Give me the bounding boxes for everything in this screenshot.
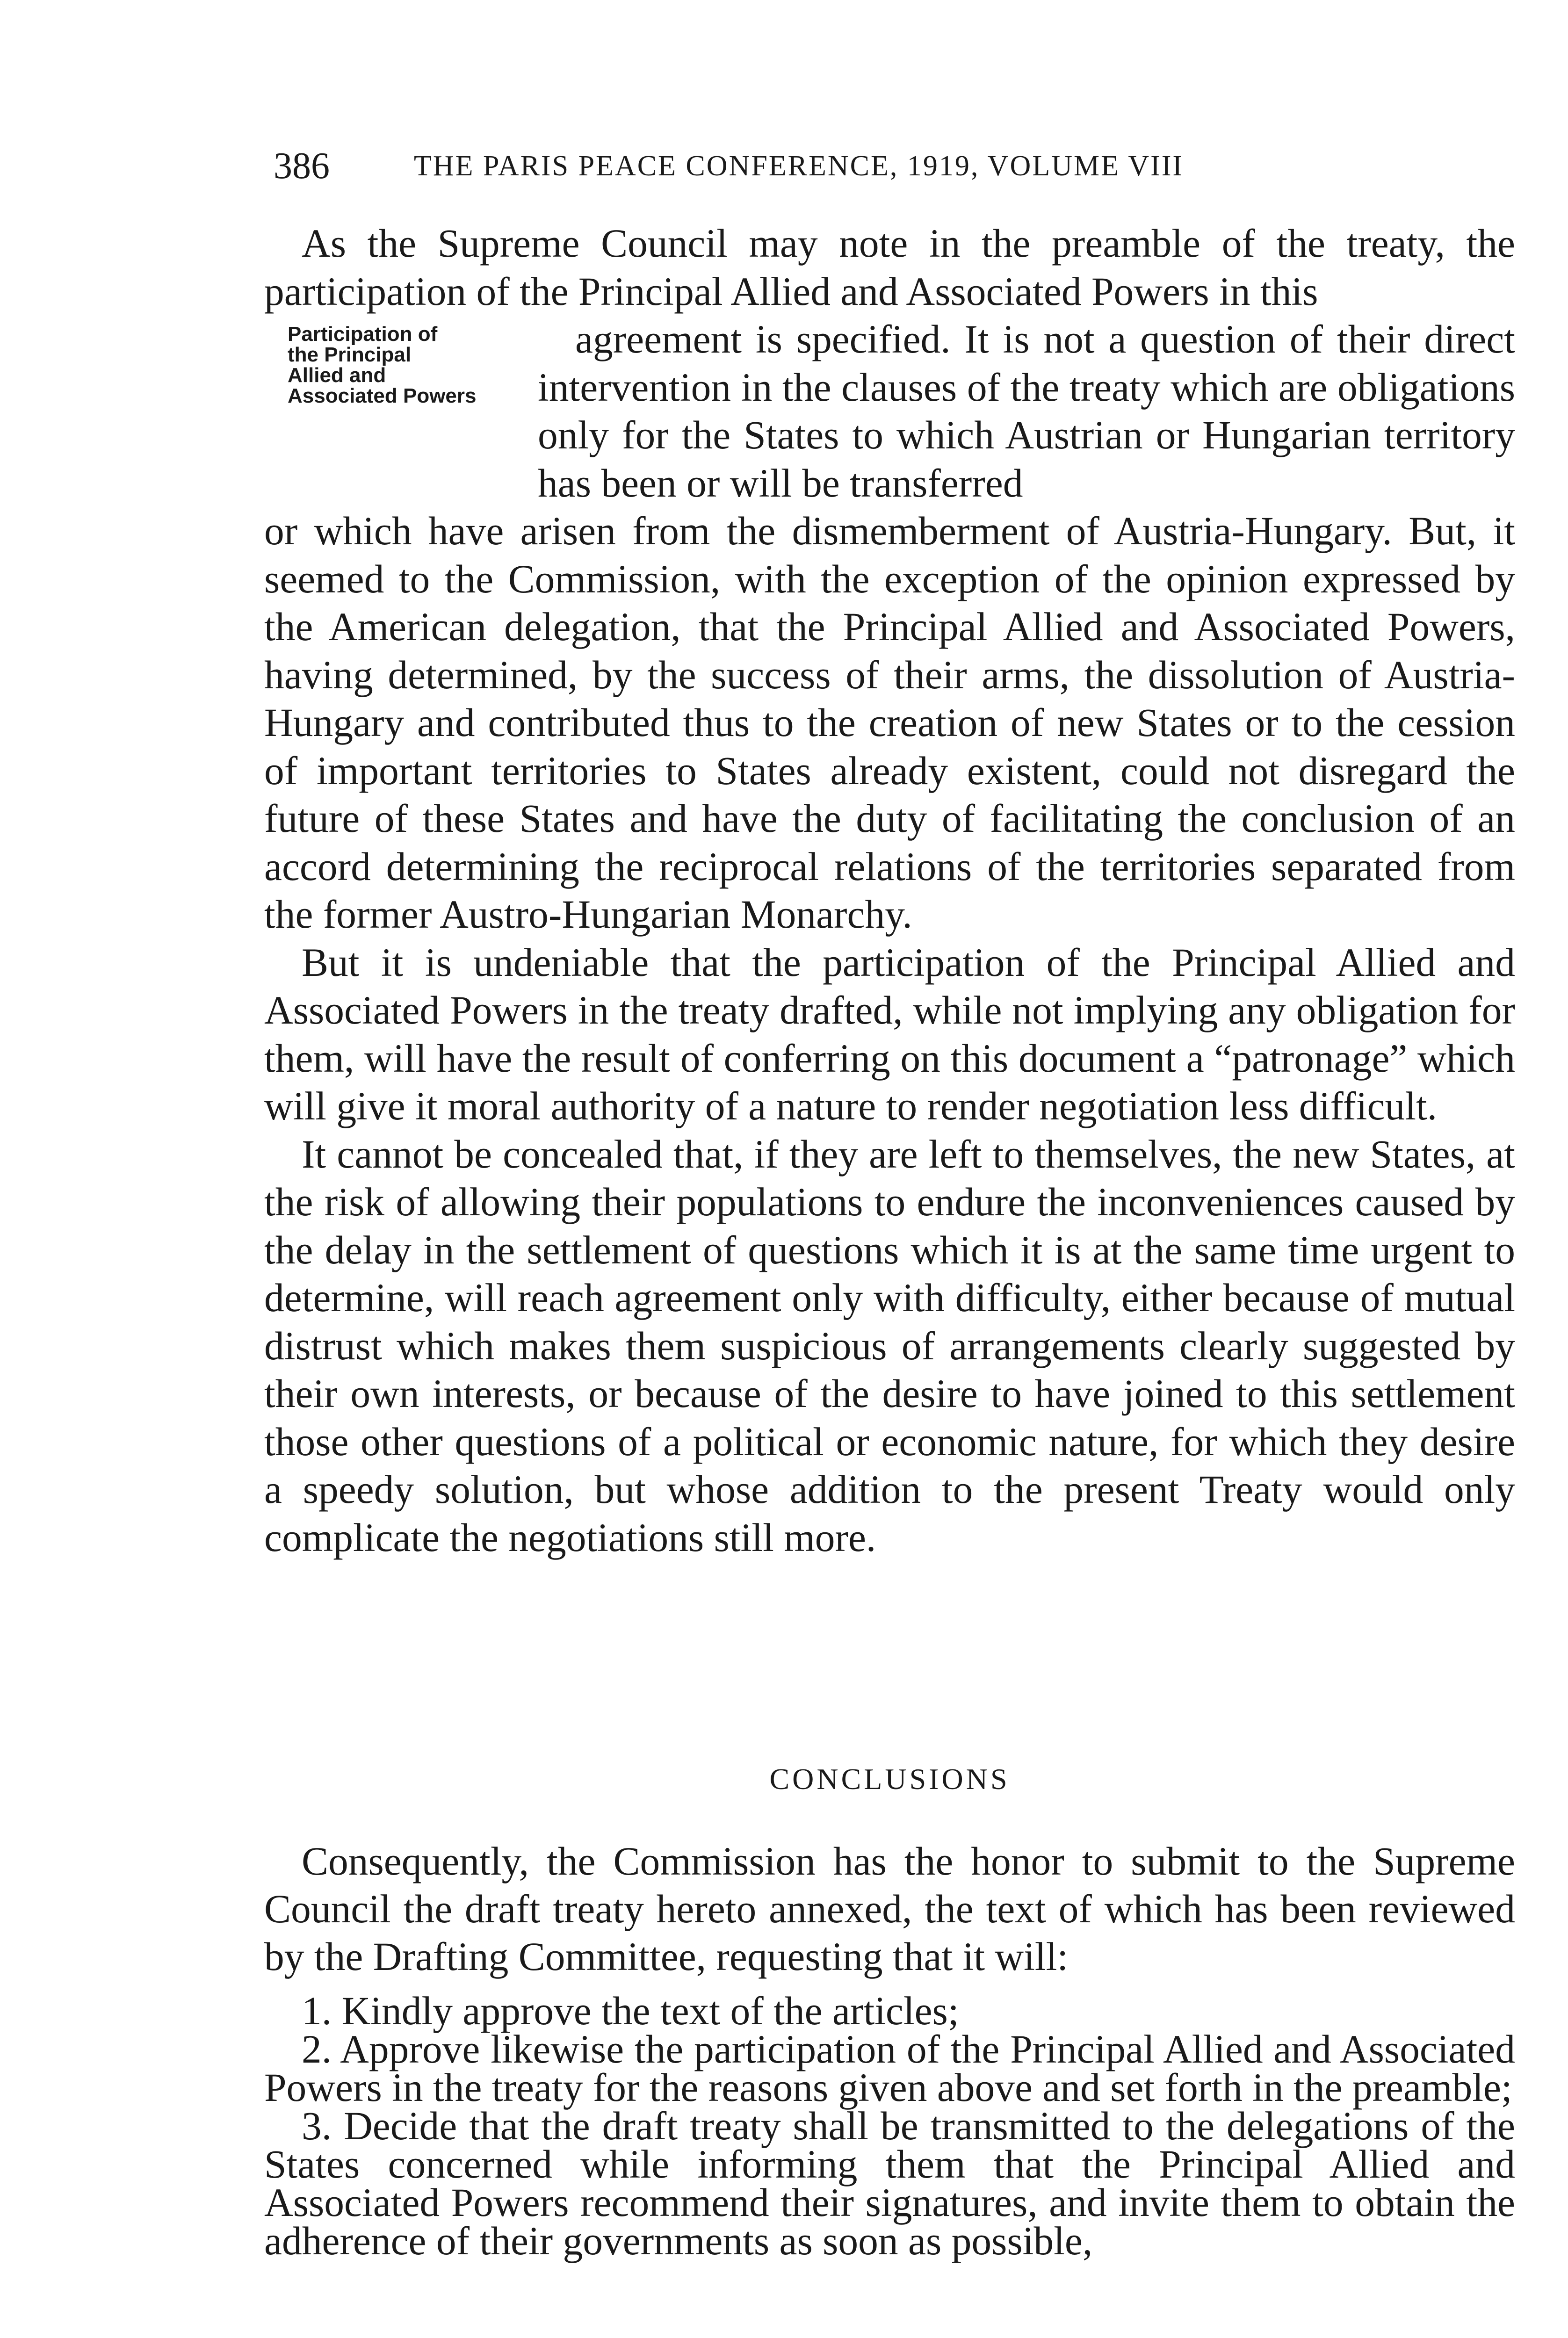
paragraph-1-continuation: or which have arisen from the dismemberment of Austria-Hungary. But, it seemed to the Commission, with the exception of the opinion expressed by the American delegation, that the Principal Allied and Associated Powers, having determined, by the success of their arms, the dissolution of Austria-Hungary and contributed thus to the creation of new States or to the cession of important territories to States already existent, could not disregard the future of these States and have the duty of facilitating the conclusion of an accord determining the reciprocal relations of the territories separated from the former Austro-Hungarian Monarchy.	[264, 509, 1515, 937]
marginal-note-line: Participation of	[288, 323, 438, 346]
paragraph-3: It cannot be concealed that, if they are left to themselves, the new States, at the risk of allowing their populations to endure the inconveniences caused by the delay in the settlement of questions which it is at the same time urgent to determine, will reach agreement only with difficulty, either because of mutual distrust which makes them suspicious of arrangements clearly suggested by their own interests, or because of the desire to have joined to this settlement those other questions of a political or economic nature, for which they desire a speedy solution, but whose addition to the present Treaty would only complicate the negotiations still more.	[264, 1132, 1515, 1560]
conclusions-list	[264, 1989, 1515, 2263]
marginal-note-line: Allied and	[288, 364, 386, 387]
marginal-note-line: the Principal	[288, 343, 412, 366]
body-text	[264, 220, 1515, 1562]
marginal-note	[250, 324, 512, 406]
page-header	[274, 140, 1513, 192]
list-item: 3. Decide that the draft treaty shall be transmitted to the delegations of the States concerned while informing them that the Principal Allied and Associated Powers recommend their signatures, and invite them to obtain the adherence of their governments as soon as possible,	[264, 2104, 1515, 2263]
conclusions-heading: CONCLUSIONS	[769, 1762, 1010, 1796]
paragraph-2: But it is undeniable that the participation of the Principal Allied and Associated Powers in the treaty drafted, while not implying any obligation for them, will have the result of conferring on this document a “patronage” which will give it moral authority of a nature to render negotiation less difficult.	[264, 940, 1515, 1128]
paragraph-1-opening: As the Supreme Council may note in the preamble of the treaty, the participation of the Principal Allied and Associated Powers in this	[264, 222, 1515, 314]
running-title: THE PARIS PEACE CONFERENCE, 1919, VOLUME VIII	[414, 150, 1184, 182]
list-item: 2. Approve likewise the participation of the Principal Allied and Associated Powers in the treaty for the reasons given above and set forth in the preamble;	[264, 2028, 1515, 2110]
list-item: 1. Kindly approve the text of the articles;	[302, 1989, 959, 2033]
conclusions-intro-text: Consequently, the Commission has the honor to submit to the Supreme Council the draft treaty hereto annexed, the text of which has been reviewed by the Drafting Committee, requesting that it will:	[264, 1840, 1515, 1979]
conclusions-intro	[264, 1838, 1515, 1981]
page-number: 386	[274, 145, 330, 187]
paragraph-1-middle: agreement is specified. It is not a question of their direct intervention in the clauses of the treaty which are obligations only for the States to which Austrian or Hungarian territory has been or will be transferred	[538, 318, 1515, 505]
marginal-note-line: Associated Powers	[288, 384, 477, 407]
paragraph-1-with-marginal-note	[264, 316, 1515, 507]
